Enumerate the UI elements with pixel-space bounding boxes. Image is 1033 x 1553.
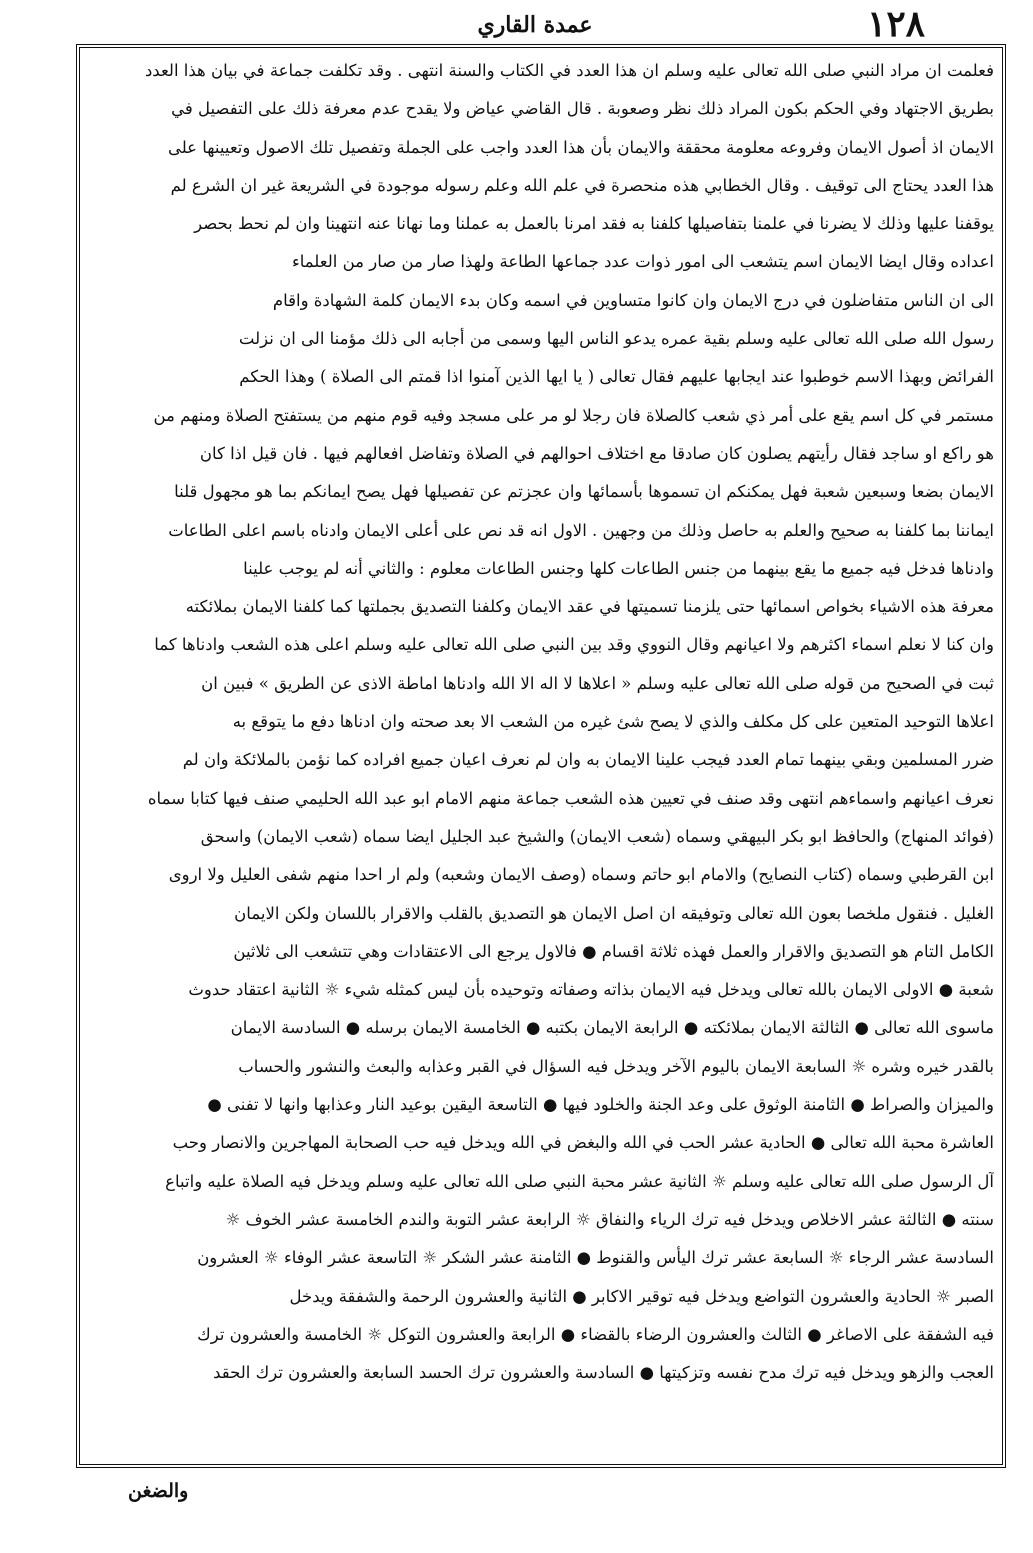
text-line: العجب والزهو ويدخل فيه ترك مدح نفسه وتزكيتها ● السادسة والعشرون ترك الحسد السابعة والعشرون ترك الحقد [213,1363,994,1383]
text-line: الفرائض وبهذا الاسم خوطبوا عند ايجابها عليهم فقال تعالى ( يا ايها الذين آمنوا اذا قمتم الى الصلاة ) وهذا الحكم [239,367,994,387]
text-line: شعبة ● الاولى الايمان بالله تعالى ويدخل فيه الايمان بذاته وصفاته وتوحيده بأن ليس كمثله شيء ☼ الثانية اعتقاد حدوث [188,980,994,1000]
text-line: السادسة عشر الرجاء ☼ السابعة عشر ترك اليأس والقنوط ● الثامنة عشر الشكر ☼ التاسعة عشر الوفاء ☼ العشرون [197,1248,994,1268]
text-line: الايمان اذ أصول الايمان وفروعه معلومة محققة والايمان بأن هذا العدد واجب على الجملة وتفصيل تلك الاصول وتعيينها على [167,137,994,157]
text-line: الغليل . فنقول ملخصا بعون الله تعالى وتوفيقه ان اصل الايمان هو التصديق بالقلب والاقرار باللسان ولكن الايمان [234,903,994,923]
body-text [88,52,994,1462]
text-line: (فوائد المنهاج) والحافظ ابو بكر البيهقي وسماه (شعب الايمان) والشيخ عبد الجليل ايضا سماه (شعب الايمان) واسحق [200,826,994,846]
text-line: الصبر ☼ الحادية والعشرون التواضع ويدخل فيه توقير الاكابر ● الثانية والعشرون الرحمة والشفقة ويدخل [289,1286,994,1306]
page-number: ١٢٨ [866,3,925,45]
text-line: ماسوى الله تعالى ● الثالثة الايمان بملائكته ● الرابعة الايمان بكتبه ● الخامسة الايمان برسله ● السادسة الايمان [230,1018,994,1038]
text-line: ثبت في الصحيح من قوله صلى الله تعالى عليه وسلم « اعلاها لا اله الا الله وادناها اماطة الاذى عن الطريق » فبين ان [201,673,994,693]
text-line: ابن القرطبي وسماه (كتاب النصايح) والامام ابو حاتم وسماه (وصف الايمان وشعبه) ولم ار احدا منهم شفى العليل ولا اروى [168,865,994,885]
text-line: نعرف اعيانهم واسماءهم انتهى وقد صنف في تعيين هذه الشعب جماعة منهم الامام ابو عبد الله الحليمي صنف فيها كتابا سماه [147,788,994,808]
running-title: عمدة القاري [477,12,593,38]
text-line: رسول الله صلى الله تعالى عليه وسلم بقية عمره يدعو الناس اليها وسمى من أجابه الى ذلك مؤمنا الى ان نزلت [238,329,994,349]
text-line: معرفة هذه الاشياء بخواص اسمائها حتى يلزمنا تسميتها في عقد الايمان وكلفنا التصديق بجملتها كما كلفنا الايمان بملائكته [185,597,994,617]
text-line: وادناها فدخل فيه جميع ما يقع بينهما من جنس الطاعات كلها وجنس الطاعات معلوم : والثاني أنه لم يوجب علينا [243,558,994,578]
text-line: فيه الشفقة على الاصاغر ● الثالث والعشرون الرضاء بالقضاء ● الرابعة والعشرون التوكل ☼ الخامسة والعشرون ترك [197,1324,994,1344]
text-line: العاشرة محبة الله تعالى ● الحادية عشر الحب في الله والبغض في الله ويدخل فيه حب الصحابة المهاجرين والانصار وحب [172,1133,994,1153]
page-header [60,4,1010,44]
text-line: الى ان الناس متفاضلون في درج الايمان وان كانوا متساوين في اسمه وكان بدء الايمان كلمة الشهادة واقام [272,290,994,310]
text-line: اعداده وقال ايضا الايمان اسم يتشعب الى امور ذوات عدد جماعها الطاعة ولهذا صار من صار من العلماء [291,252,994,272]
text-line: وان كنا لا نعلم اسماء اكثرهم ولا اعيانهم وقال النووي وقد بين النبي صلى الله تعالى عليه وسلم اعلى هذه الشعب وادناها كما [154,635,994,655]
text-line: يوقفنا عليها وذلك لا يضرنا في علمنا بتفاصيلها كلفنا به فقد امرنا بالعمل به عملنا وما نهانا عنه انتهينا وان لم نحط بحصر [194,214,994,234]
text-line: اعلاها التوحيد المتعين على كل مكلف والذي لا يصح شئ غيره من الشعب الا بعد صحته وان ادناها دفع ما يتوقع به [232,712,994,732]
text-line: بالقدر خيره وشره ☼ السابعة الايمان باليوم الآخر ويدخل فيه السؤال في القبر وعذابه والبعث والنشور والحساب [238,1056,994,1076]
text-line: الكامل التام هو التصديق والاقرار والعمل فهذه ثلاثة اقسام ● فالاول يرجع الى الاعتقادات وهي تتشعب الى ثلاثين [233,941,994,961]
text-line: ضرر المسلمين وبقي بينهما تمام العدد فيجب علينا الايمان به وان لم نعرف اعيان جميع افراده كما نؤمن بالملائكة وان لم [182,750,994,770]
text-line: الايمان بضعا وسبعين شعبة فهل يمكنكم ان تسموها بأسمائها وان عجزتم عن تفصيلها فهل يصح ايمانكم بما هو مجهول قلنا [174,482,994,502]
text-line: بطريق الاجتهاد وفي الحكم بكون المراد ذلك نظر وصعوبة . قال القاضي عياض ولا يقدح عدم معرفة ذلك على التفصيل في [171,99,994,119]
catchword: والضغن [128,1480,189,1502]
text-line: آل الرسول صلى الله تعالى عليه وسلم ☼ الثانية عشر محبة النبي صلى الله تعالى عليه وسلم ويدخل فيه الصلاة عليه واتباع [165,1171,994,1191]
text-line: هذا العدد يحتاج الى توقيف . وقال الخطابي هذه منحصرة في علم الله وعلم رسوله موجودة في الشريعة غير ان الشرع لم [170,175,994,195]
text-line: ايماننا بما كلفنا به صحيح والعلم به حاصل وذلك من وجهين . الاول انه قد نص على أعلى الايمان وادناه باسم اعلى الطاعات [168,520,994,540]
text-line: والميزان والصراط ● الثامنة الوثوق على وعد الجنة والخلود فيها ● التاسعة اليقين بوعيد النار وعذابها وانها لا تفنى ● [207,1095,994,1115]
text-line: سنته ● الثالثة عشر الاخلاص ويدخل فيه ترك الرياء والنفاق ☼ الرابعة عشر التوبة والندم الخامسة عشر الخوف ☼ [225,1209,994,1229]
text-line: مستمر في كل اسم يقع على أمر ذي شعب كالصلاة فان رجلا لو مر على مسجد وفيه قوم منهم من يستفتح الصلاة ومنهم من [153,405,994,425]
text-line: فعلمت ان مراد النبي صلى الله تعالى عليه وسلم ان هذا العدد في الكتاب والسنة انتهى . وقد تكلفت جماعة في بيان هذا العدد [144,61,994,80]
text-line: هو راكع او ساجد فقال رأيتهم يصلون كان صادقا مع اختلاف احوالهم في الصلاة وتفاضل افعالهم فيها . فان قيل اذا كان [199,443,994,463]
